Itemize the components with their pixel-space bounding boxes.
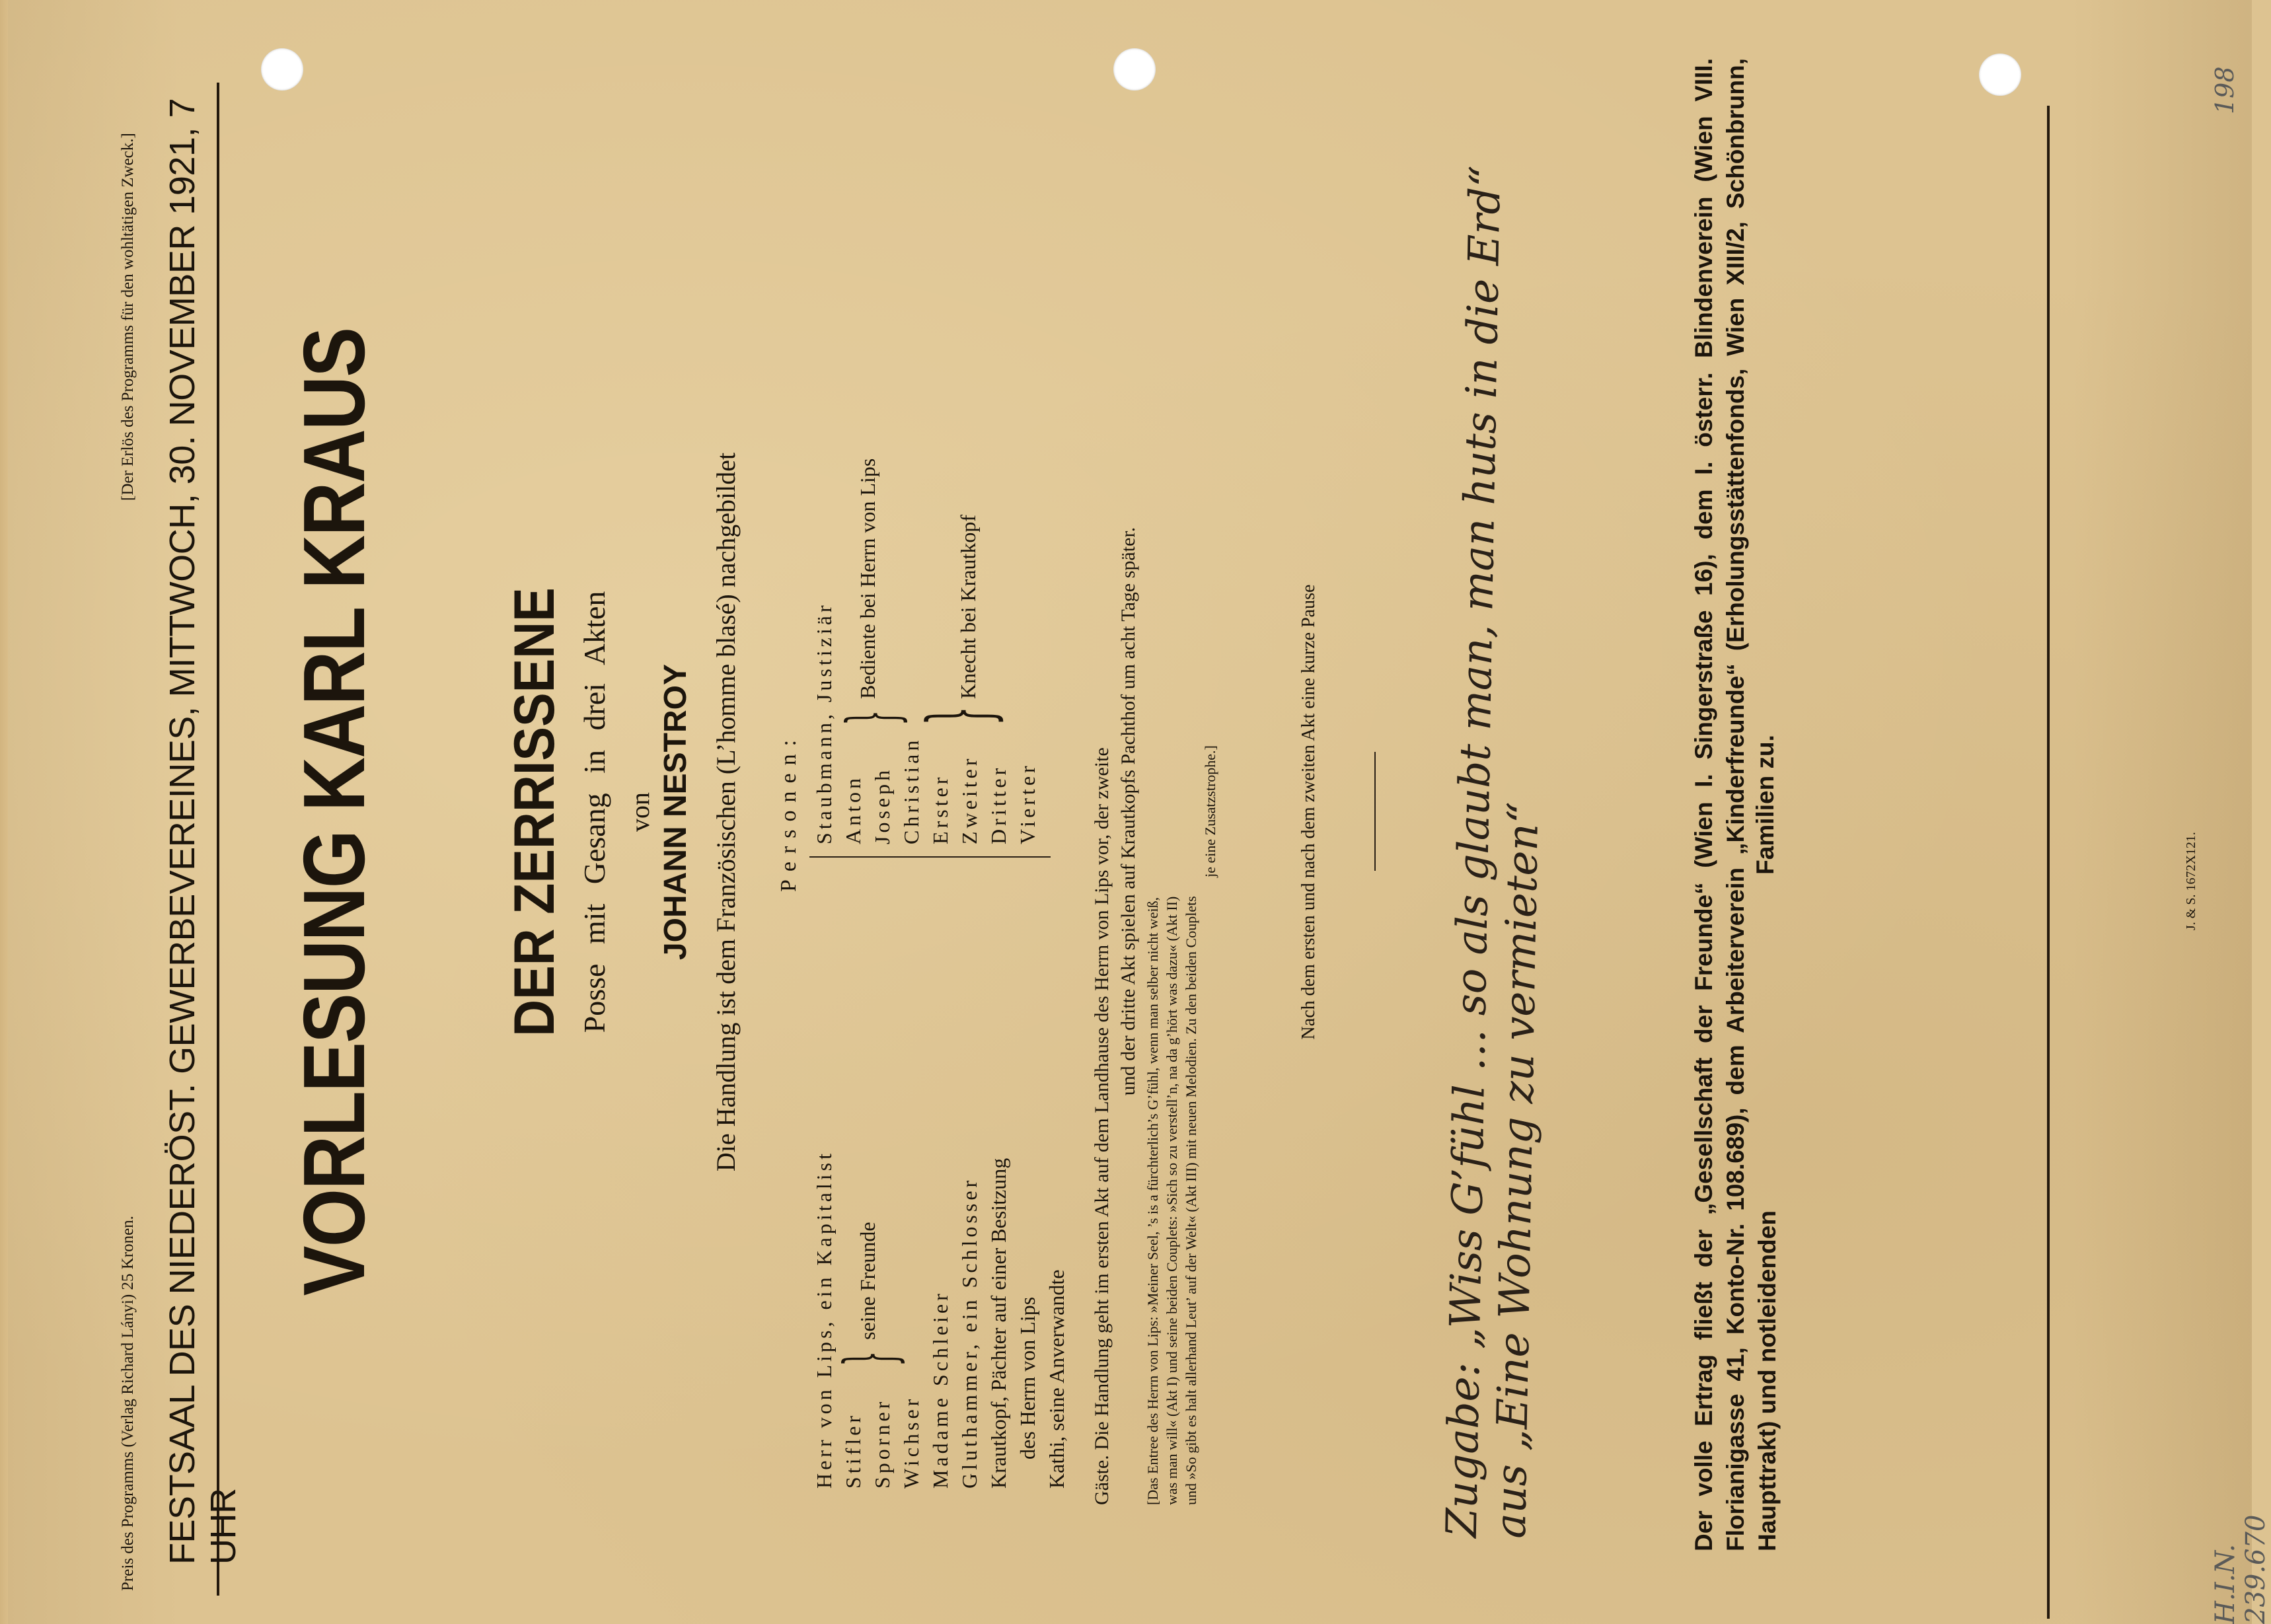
cast-column-divider [809,856,1051,858]
cast-list-left [809,881,1071,1489]
cast-krautkopf-cont: des Herrn von Lips [1016,1296,1039,1459]
cast-zweiter: Zweiter [957,755,981,844]
price-note: Preis des Programms (Verlag Richard Lányi) 25 Kronen. [119,1216,137,1591]
cast-christian: Christian [899,737,923,844]
pause-note: Nach dem ersten und nach dem zweiten Akt eine kurze Pause [1298,584,1319,1040]
cast-wichser: Wichser [899,1395,923,1489]
archive-signum: H.I.N. 239.670 [2210,1514,2271,1624]
setting-line-1: Gäste. Die Handlung geht im ersten Akt auf dem Landhause des Herrn von Lips vor, der zweite [1091,747,1113,1505]
setting-note [1089,118,1142,1505]
knecht-label: Knecht bei Krautkopf [956,514,980,699]
handwritten-zugabe: Zugabe: „Wiss G’fühl … so als glaubt man, man huts in die Erd“ aus „Eine Wohnung zu vermieten“ [1437,165,1549,1539]
cast-lips: Herr von Lips, ein Kapitalist [812,1150,836,1489]
proceeds-note: [Der Erlös des Programms für den wohltätigen Zweck.] [119,133,137,501]
cast-stifler: Stifler [841,1413,865,1489]
cast-erster: Erster [928,774,952,844]
brace-servants: } [832,710,912,725]
cast-list-right [809,118,1042,844]
cast-kathi: Kathi, seine Anverwandte [1045,1269,1068,1489]
printer-mark: J. & S. 1672X121. [2184,832,2198,930]
friends-label: seine Freunde [856,1222,879,1340]
cast-sporner: Sporner [870,1398,894,1489]
von-label: von [625,792,655,832]
cast-vierter: Vierter [1016,762,1039,844]
author-name: JOHANN NESTROY [658,663,693,961]
personen-heading: Personen: [776,731,801,893]
venue-line: FESTSAAL DES NIEDERÖST. GEWERBEVEREINES, MITTWOCH, 30. NOVEMBER 1921, 7 UHR [163,98,243,1565]
cast-dritter: Dritter [987,764,1010,844]
couplet-line-2: was man will« (Akt I) und seine beiden Couplets: »Sich so zu verstell’n, na da g’hört was dazu« (Akt II) [1164,896,1180,1505]
setting-line-2: und der dritte Akt spielen auf Krautkopfs Pachthof um acht Tage später. [1117,527,1139,1096]
servants-label: Bediente bei Herrn von Lips [856,458,879,699]
brace-friends: } [829,1350,910,1366]
cast-schleier: Madame Schleier [928,1290,952,1489]
cast-krautkopf: Krautkopf, Pächter auf einer Besitzung [987,1158,1010,1489]
couplet-line-1: [Das Entree des Herrn von Lips: »Meiner Seel, ’s is a fürchterlich’s G’fühl, wenn man selber nicht weiß, [1144,897,1161,1505]
cast-anton: Anton [841,775,865,844]
section-divider [1374,752,1376,871]
couplet-line-3: und »So gibt es halt allerhand Leut’ auf der Welt« (Akt III) mit neuen Melodien. Zu den beiden Couplets [1183,896,1199,1505]
cast-gluthammer: Gluthammer, ein Schlosser [957,1177,981,1489]
cast-staubmann: Staubmann, Justiziär [812,602,836,844]
play-subtitle: Posse mit Gesang in drei Akten [577,591,611,1033]
couplet-line-4: je eine Zusatzstrophe.] [1202,745,1218,877]
page-title: VORLESUNG KARL KRAUS [285,328,383,1296]
proceeds-statement: Der volle Ertrag fließt der „Gesellschaft der Freunde“ (Wien I. Singerstraße 16), dem I. österr. Blindenverein (Wien VIII. Florianigasse 41, Konto-Nr. 108.689), dem Arbeiterverein „Kinderfreunde“ (Erholungsstättenfonds, Wien XIII/2, Schönbrunn, Haupttrakt) und notleidenden [1690,58,1781,1551]
adaptation-note: Die Handlung ist dem Französischen (L’homme blasé) nachgebildet [711,452,741,1172]
page-number: 198 [2210,66,2239,114]
proceeds-statement-end: Familien zu. [1752,735,1779,875]
play-title: DER ZERRISSENE [503,587,566,1037]
brace-knechte: } [909,706,1010,725]
couplet-note [1143,118,1220,1505]
cast-joseph: Joseph [870,766,894,844]
